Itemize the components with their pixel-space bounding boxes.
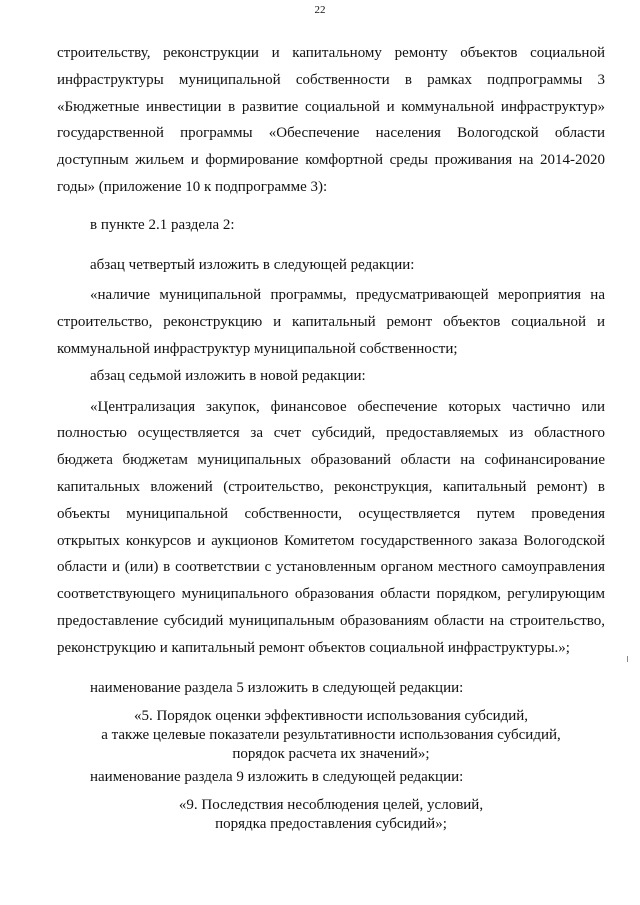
paragraph-abzac-7-instruction: абзац седьмой изложить в новой редакции: [90,367,366,384]
section-5-heading-line: а также целевые показатели результативности использования субсидий, [101,727,561,744]
paragraph-abzac-4-instruction: абзац четвертый изложить в следующей редакции: [90,256,415,273]
section-5-heading-line: «5. Порядок оценки эффективности использования субсидий, [133,708,529,725]
document-body [57,40,605,834]
paragraph-intro: строительству, реконструкции и капитальному ремонту объектов социальной инфраструктуры муниципальной собственности в рамках подпрограммы 3 «Бюджетные инвестиции в развитие социальной и коммунальной инфраструктур» государственной программы «Обеспечение населения Вологодской области доступным жильем и формирование комфортной среды проживания на 2014-2020 годы» (приложение 10 к подпрограмме 3): [57,45,605,195]
section-9-heading-line: порядка предоставления субсидий»; [215,816,447,833]
paragraph-abzac-4-text: «наличие муниципальной программы, предусматривающей мероприятия на строительство, реконструкцию и капитальный ремонт объектов социальной и коммунальной инфраструктур муниципальной собственности; [57,287,605,357]
section-5-heading [57,707,605,764]
paragraph-section-9-instruction: наименование раздела 9 изложить в следующей редакции: [90,769,464,786]
section-5-heading-line: порядок расчета их значений»; [232,746,430,763]
page-number: 22 [314,4,326,16]
paragraph-abzac-7-text: «Централизация закупок, финансовое обеспечение которых частично или полностью осуществляется за счет субсидий, предоставляемых из областного бюджета бюджетам муниципальных образований области на софинансирование капитальных вложений (строительство, реконструкция, капитальный ремонт) в объекты муниципальной собственности, осуществляется путем проведения открытых конкурсов и аукционов Комитетом государственного заказа Вологодской области и (или) в соответствии с установленным органом местного самоуправления соответствующего муниципального образования области порядком, регулирующим предоставление субсидий муниципальным образованиям области на строительство, реконструкцию и капитальный ремонт объектов социальной инфраструктуры.»; [57,398,605,656]
paragraph-point-2-1: в пункте 2.1 раздела 2: [90,216,235,233]
section-9-heading [57,796,605,834]
paragraph-section-5-instruction: наименование раздела 5 изложить в следующей редакции: [90,679,464,696]
section-9-heading-line: «9. Последствия несоблюдения целей, условий, [178,797,484,814]
scan-mark [627,656,628,662]
